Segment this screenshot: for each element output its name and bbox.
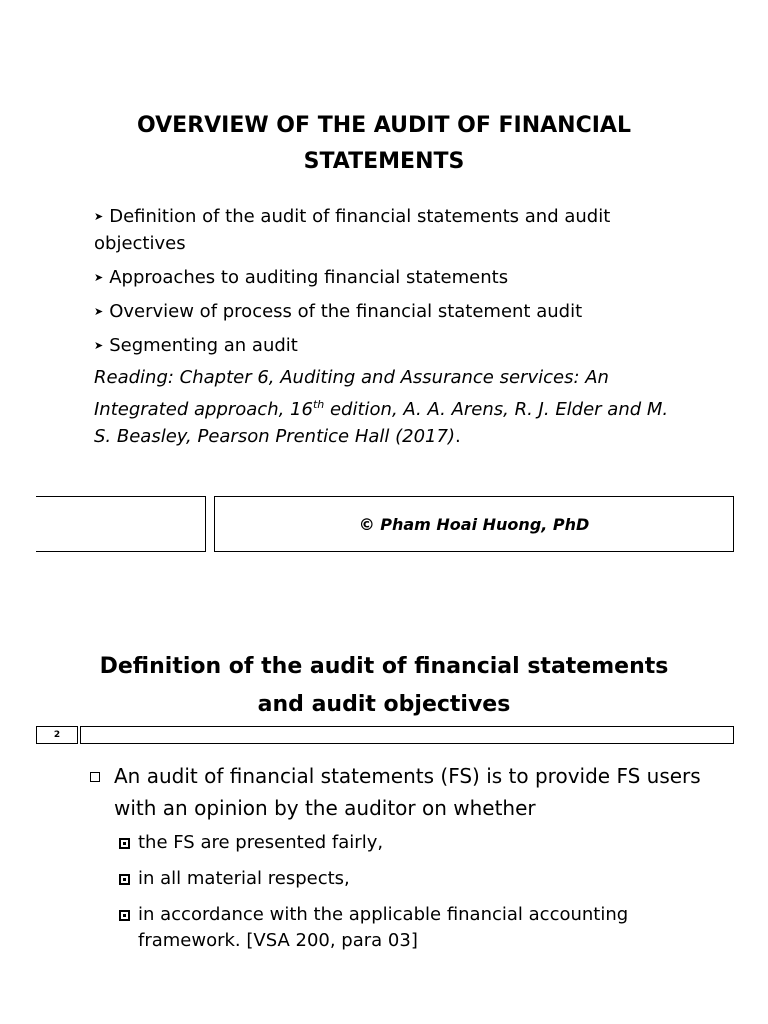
bullet-text: Approaches to auditing financial statements (109, 267, 509, 288)
arrowhead-bullet-icon: ➤ (94, 305, 104, 318)
arrowhead-bullet-icon: ➤ (94, 210, 104, 223)
bullet-item (94, 298, 684, 325)
square-bullet-icon (119, 874, 130, 885)
arrowhead-bullet-icon: ➤ (94, 271, 104, 284)
slide-1-title-line-1: OVERVIEW OF THE AUDIT OF FINANCIAL (137, 113, 631, 138)
slide-2-title-line-2: and audit objectives (257, 692, 511, 717)
slide-2-title (0, 648, 768, 724)
slide-1-title-line-2: STATEMENTS (303, 149, 465, 174)
slide-number-box (36, 726, 78, 744)
sub-bullet-text: the FS are presented fairly, (138, 832, 384, 853)
sub-bullet (88, 830, 728, 856)
bullet-text: Definition of the audit of financial statements and audit objectives (94, 206, 611, 254)
sub-bullet-text: in accordance with the applicable financial accounting framework. [VSA 200, para 03] (138, 904, 629, 951)
reading-text: Reading: Chapter 6, Auditing and Assurance services: An Integrated approach, 16 (94, 367, 609, 420)
slide-2 (0, 620, 768, 1024)
sub-bullet (88, 902, 728, 954)
bullet-item (94, 264, 684, 291)
main-bullet (88, 760, 728, 824)
slide-2-title-line-1: Definition of the audit of financial statements (99, 654, 669, 679)
reading-period: . (454, 426, 461, 447)
footer-author-box (214, 496, 734, 552)
sub-bullet-text: in all material respects, (138, 868, 350, 889)
slide-1-bullet-list (94, 203, 684, 450)
bullet-text: Overview of process of the financial statement audit (109, 301, 583, 322)
footer-left-box (36, 496, 206, 552)
header-rule-box (80, 726, 734, 744)
bullet-text: Segmenting an audit (109, 335, 298, 356)
square-bullet-icon (119, 910, 130, 921)
bullet-item (94, 203, 684, 257)
sub-bullet (88, 866, 728, 892)
square-bullet-icon (119, 838, 130, 849)
hollow-square-bullet-icon (90, 772, 100, 782)
author-credit: © Pham Hoai Huong, PhD (358, 514, 590, 534)
sub-bullet-list (88, 830, 728, 954)
reading-reference (94, 364, 684, 450)
reading-text-continued: edition, A. A. Arens, R. J. Elder and M. S. Beasley, Pearson Prentice Hall (2017) (94, 399, 669, 447)
slide-2-content (88, 760, 728, 964)
main-bullet-text: An audit of financial statements (FS) is to provide FS users with an opinion by the auditor on whether (114, 764, 701, 820)
bullet-item (94, 332, 684, 359)
reading-superscript: th (312, 398, 325, 411)
slide-1-title (0, 108, 768, 180)
slide-number: 2 (53, 730, 61, 740)
arrowhead-bullet-icon: ➤ (94, 339, 104, 352)
